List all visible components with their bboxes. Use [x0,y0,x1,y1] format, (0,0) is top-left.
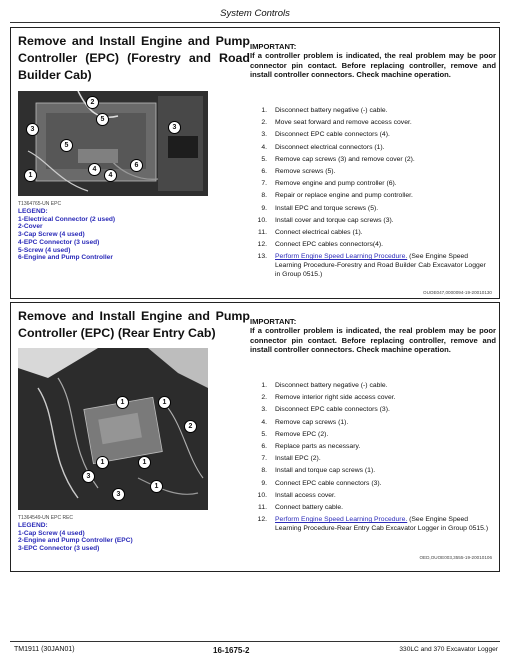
photo-caption: T1364549-UN EPC REC [18,515,74,521]
step-item: 6. Replace parts as necessary. [261,442,361,450]
step-item: 9. Install EPC and torque screws (5). [261,204,379,212]
callout-marker: 1 [116,396,129,409]
callout-marker: 3 [82,470,95,483]
legend [18,522,133,553]
legend-item: 2-Cover [18,223,43,231]
important-note [250,42,496,80]
callout-marker: 3 [26,123,39,136]
section-title: Remove and Install Engine and Pump Controller (EPC) (Rear Entry Cab) [18,309,250,340]
callout-marker: 5 [96,113,109,126]
procedure-steps [250,382,490,537]
photo-caption: T1364765-UN EPC [18,201,62,207]
step-item: 10. Install cover and torque cap screws (3). [257,216,394,224]
step-item: 13. Perform Engine Speed Learning Procedure. (See Engine Speed Learning Procedure-Forestry and Road Builder Cab Excavator Logger in Group 0515.) [257,253,486,278]
footer-rule [10,641,500,642]
reference-code: OUOE047,0000094-19-20010130 [423,290,492,295]
step-item: 10. Install access cover. [257,491,336,499]
step-item: 4. Disconnect electrical connectors (1). [261,143,385,151]
step-item: 3. Disconnect EPC cable connectors (4). [261,131,390,139]
step-item: 11. Connect battery cable. [258,503,344,511]
step-item: 9. Connect EPC cable connectors (3). [261,479,382,487]
header-rule [10,22,500,23]
callout-marker: 5 [60,139,73,152]
callout-marker: 2 [184,420,197,433]
epc-photo-illustration [18,348,208,510]
important-text: If a controller problem is indicated, the real problem may be poor connector pin contact. Before replacing controller, remove and install controller connectors. Check machine operation. [250,51,496,80]
callout-marker: 3 [112,488,125,501]
legend-item: 2-Engine and Pump Controller (EPC) [18,537,133,545]
legend-item: 1-Electrical Connector (2 used) [18,215,116,223]
important-note [250,317,496,355]
callout-marker: 4 [88,163,101,176]
epc-photo [18,91,208,196]
callout-marker: 6 [130,159,143,172]
legend-item: 5-Screw (4 used) [18,246,71,254]
callout-marker: 3 [168,121,181,134]
step-item: 5. Remove cap screws (3) and remove cover (2). [261,155,415,163]
step-item: 6. Remove screws (5). [261,167,336,175]
section-title: Remove and Install Engine and Pump Controller (EPC) (Forestry and Road Builder Cab) [18,34,250,82]
callout-marker: 1 [138,456,151,469]
callout-marker: 2 [86,96,99,109]
step-item: 2. Move seat forward and remove access cover. [261,119,412,127]
legend-item: 3-EPC Connector (3 used) [18,545,100,553]
step-item: 8. Repair or replace engine and pump controller. [261,192,413,200]
legend-item: 3-Cap Screw (4 used) [18,231,85,239]
legend [18,208,115,262]
procedure-link[interactable]: Perform Engine Speed Learning Procedure. [275,253,408,261]
important-text: If a controller problem is indicated, the real problem may be poor connector pin contact. Before replacing controller, remove and install controller connectors. Check machine operation. [250,326,496,355]
legend-item: 6-Engine and Pump Controller [18,254,113,262]
step-item: 5. Remove EPC (2). [261,430,329,438]
step-item: 1. Disconnect battery negative (-) cable. [261,382,388,389]
legend-item: 1-Cap Screw (4 used) [18,529,85,537]
legend-title: LEGEND: [18,208,48,215]
legend-item: 4-EPC Connector (3 used) [18,238,100,246]
step-item: 1. Disconnect battery negative (-) cable. [261,107,388,114]
callout-marker: 1 [24,169,37,182]
step-item: 3. Disconnect EPC cable connectors (3). [261,406,390,414]
step-item: 8. Install and torque cap screws (1). [261,467,376,475]
section-rear-entry-cab [10,302,500,572]
section-forestry-cab [10,27,500,299]
footer-page-number: 16-1675-2 [213,646,250,655]
step-item: 7. Install EPC (2). [261,455,321,463]
step-item: 2. Remove interior right side access cover. [261,394,396,402]
step-item: 12. Perform Engine Speed Learning Procedure. (See Engine Speed Learning Procedure-Rear Entry Cab Excavator Logger in Group 0515.) [257,516,489,532]
step-item: 4. Remove cap screws (1). [261,418,349,426]
callout-marker: 4 [104,169,117,182]
footer-manual-id: TM1911 (30JAN01) [14,646,75,653]
important-label: IMPORTANT: [250,42,297,51]
step-item: 11. Connect electrical cables (1). [258,228,363,236]
step-item: 12. Connect EPC cables connectors(4). [257,241,384,249]
page-header: System Controls [220,8,290,19]
procedure-link[interactable]: Perform Engine Speed Learning Procedure. [275,516,408,524]
procedure-steps [250,107,490,283]
callout-marker: 1 [158,396,171,409]
callout-marker: 1 [150,480,163,493]
legend-title: LEGEND: [18,522,48,529]
epc-photo [18,348,208,510]
important-label: IMPORTANT: [250,317,297,326]
reference-code: OED,OUOE003,3555-19-20010106 [419,555,492,560]
step-item: 7. Remove engine and pump controller (6). [261,180,397,188]
footer-model: 330LC and 370 Excavator Logger [399,646,498,653]
callout-marker: 1 [96,456,109,469]
